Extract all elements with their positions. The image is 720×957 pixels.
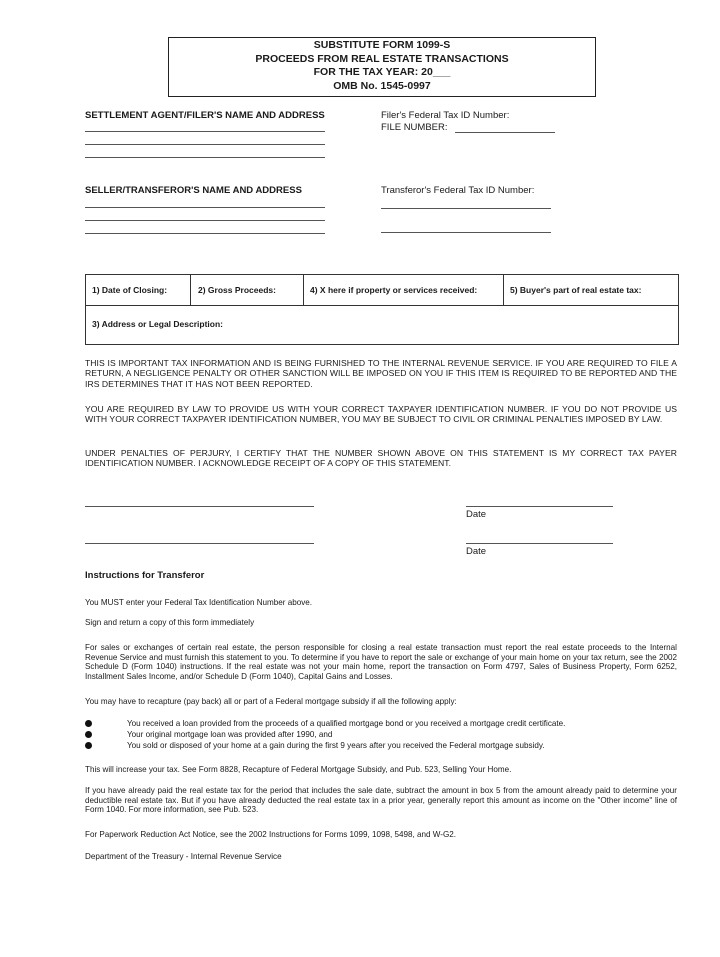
- address-legal-description-cell[interactable]: 3) Address or Legal Description:: [92, 319, 223, 329]
- instructions-p7: For Paperwork Reduction Act Notice, see the 2002 Instructions for Forms 1099, 1098, 5498, and W-G2.: [85, 830, 457, 839]
- bullet-icon: [85, 720, 92, 727]
- transferor-tax-id-field-1[interactable]: [381, 208, 551, 209]
- seller-line-1[interactable]: [85, 207, 325, 208]
- transferor-tax-id-label: Transferor's Federal Tax ID Number:: [381, 185, 535, 196]
- transaction-table: [85, 274, 679, 345]
- table-divider: [190, 275, 191, 305]
- tax-year: FOR THE TAX YEAR: 20___: [313, 66, 451, 78]
- date-label-1: Date: [466, 509, 487, 520]
- instructions-p3: For sales or exchanges of certain real estate, the person responsible for closing a real estate transaction must report the real estate proceeds to the Internal Revenue Service and must furnish this statement to you. To determine if you have to report the sale or exchange of your main home on your tax return, see the 2002 Schedule D (Form 1040) instructions. If the real estate was not your main home, report the transaction on Form 4797, Sales of Business Property, Form 6252, Installment Sales Income, and/or Schedule D (Form 1040), Capital Gains and Losses.: [85, 643, 677, 681]
- buyers-real-estate-tax-cell[interactable]: 5) Buyer's part of real estate tax:: [510, 285, 642, 295]
- table-row-divider: [86, 305, 678, 306]
- tin-required-notice: YOU ARE REQUIRED BY LAW TO PROVIDE US WITH YOUR CORRECT TAXPAYER IDENTIFICATION NUMBER. IF YOU DO NOT PROVIDE US WITH YOUR CORRECT TAXPAYER IDENTIFICATION NUMBER, YOU MAY BE SUBJECT TO CIVIL OR CRIMINAL PENALTIES IMPOSED BY LAW.: [85, 404, 677, 425]
- date-of-closing-cell[interactable]: 1) Date of Closing:: [92, 285, 168, 295]
- seller-line-2[interactable]: [85, 220, 325, 221]
- important-notice: THIS IS IMPORTANT TAX INFORMATION AND IS BEING FURNISHED TO THE INTERNAL REVENUE SERVICE. IF YOU ARE REQUIRED TO FILE A RETURN, A NEGLIGENCE PENALTY OR OTHER SANCTION WILL BE IMPOSED ON YOU IF THIS ITEM IS REQUIRED TO BE REPORTED AND THE IRS DETERMINES THAT IT HAS NOT BEEN REPORTED.: [85, 358, 677, 389]
- bullet-text: You sold or disposed of your home at a gain during the first 9 years after you received the Federal mortgage subsidy.: [127, 741, 545, 750]
- seller-label: SELLER/TRANSFEROR'S NAME AND ADDRESS: [85, 185, 302, 196]
- property-received-cell[interactable]: 4) X here if property or services received:: [310, 285, 478, 295]
- transferor-tax-id-field-2[interactable]: [381, 232, 551, 233]
- date-line-2[interactable]: [466, 543, 613, 544]
- filer-tax-id-label: Filer's Federal Tax ID Number:: [381, 110, 510, 121]
- settlement-agent-line-3[interactable]: [85, 157, 325, 158]
- form-title: SUBSTITUTE FORM 1099-S: [313, 39, 451, 51]
- bullet-text: You received a loan provided from the proceeds of a qualified mortgage bond or you received a mortgage credit certificate.: [127, 719, 566, 728]
- settlement-agent-line-2[interactable]: [85, 144, 325, 145]
- table-divider: [303, 275, 304, 305]
- omb-number: OMB No. 1545-0997: [333, 79, 431, 92]
- file-number-field[interactable]: [455, 132, 555, 133]
- bullet-icon: [85, 742, 92, 749]
- table-divider: [503, 275, 504, 305]
- instructions-title: Instructions for Transferor: [85, 570, 205, 581]
- instructions-p2: Sign and return a copy of this form immediately: [85, 618, 255, 627]
- date-label-2: Date: [466, 546, 487, 557]
- settlement-agent-line-1[interactable]: [85, 131, 325, 132]
- file-number-label: FILE NUMBER:: [381, 122, 448, 133]
- signature-line-1[interactable]: [85, 506, 314, 507]
- form-subtitle: PROCEEDS FROM REAL ESTATE TRANSACTIONS: [255, 52, 509, 65]
- signature-line-2[interactable]: [85, 543, 314, 544]
- perjury-certification: UNDER PENALTIES OF PERJURY, I CERTIFY THAT THE NUMBER SHOWN ABOVE ON THIS STATEMENT IS MY CORRECT TAX PAYER IDENTIFICATION NUMBER. I ACKNOWLEDGE RECEIPT OF A COPY OF THIS STATEMENT.: [85, 448, 677, 469]
- seller-line-3[interactable]: [85, 233, 325, 234]
- bullet-text: Your original mortgage loan was provided after 1990, and: [127, 730, 333, 739]
- form-header: [168, 37, 596, 97]
- department-footer: Department of the Treasury - Internal Revenue Service: [85, 852, 282, 861]
- instructions-p5: This will increase your tax. See Form 8828, Recapture of Federal Mortgage Subsidy, and Pub. 523, Selling Your Home.: [85, 765, 512, 774]
- settlement-agent-label: SETTLEMENT AGENT/FILER'S NAME AND ADDRESS: [85, 110, 325, 121]
- instructions-p4: You may have to recapture (pay back) all or part of a Federal mortgage subsidy if all the following apply:: [85, 697, 457, 706]
- instructions-p6: If you have already paid the real estate tax for the period that includes the sale date, subtract the amount in box 5 from the amount already paid to determine your deductible real estate tax. But if you have already deducted the real estate tax in a prior year, generally report this amount as income on the "Other income" line of Form 1040. For more information, see Pub. 523.: [85, 786, 677, 815]
- gross-proceeds-cell[interactable]: 2) Gross Proceeds:: [198, 285, 276, 295]
- bullet-icon: [85, 731, 92, 738]
- instructions-p1: You MUST enter your Federal Tax Identification Number above.: [85, 598, 313, 607]
- date-line-1[interactable]: [466, 506, 613, 507]
